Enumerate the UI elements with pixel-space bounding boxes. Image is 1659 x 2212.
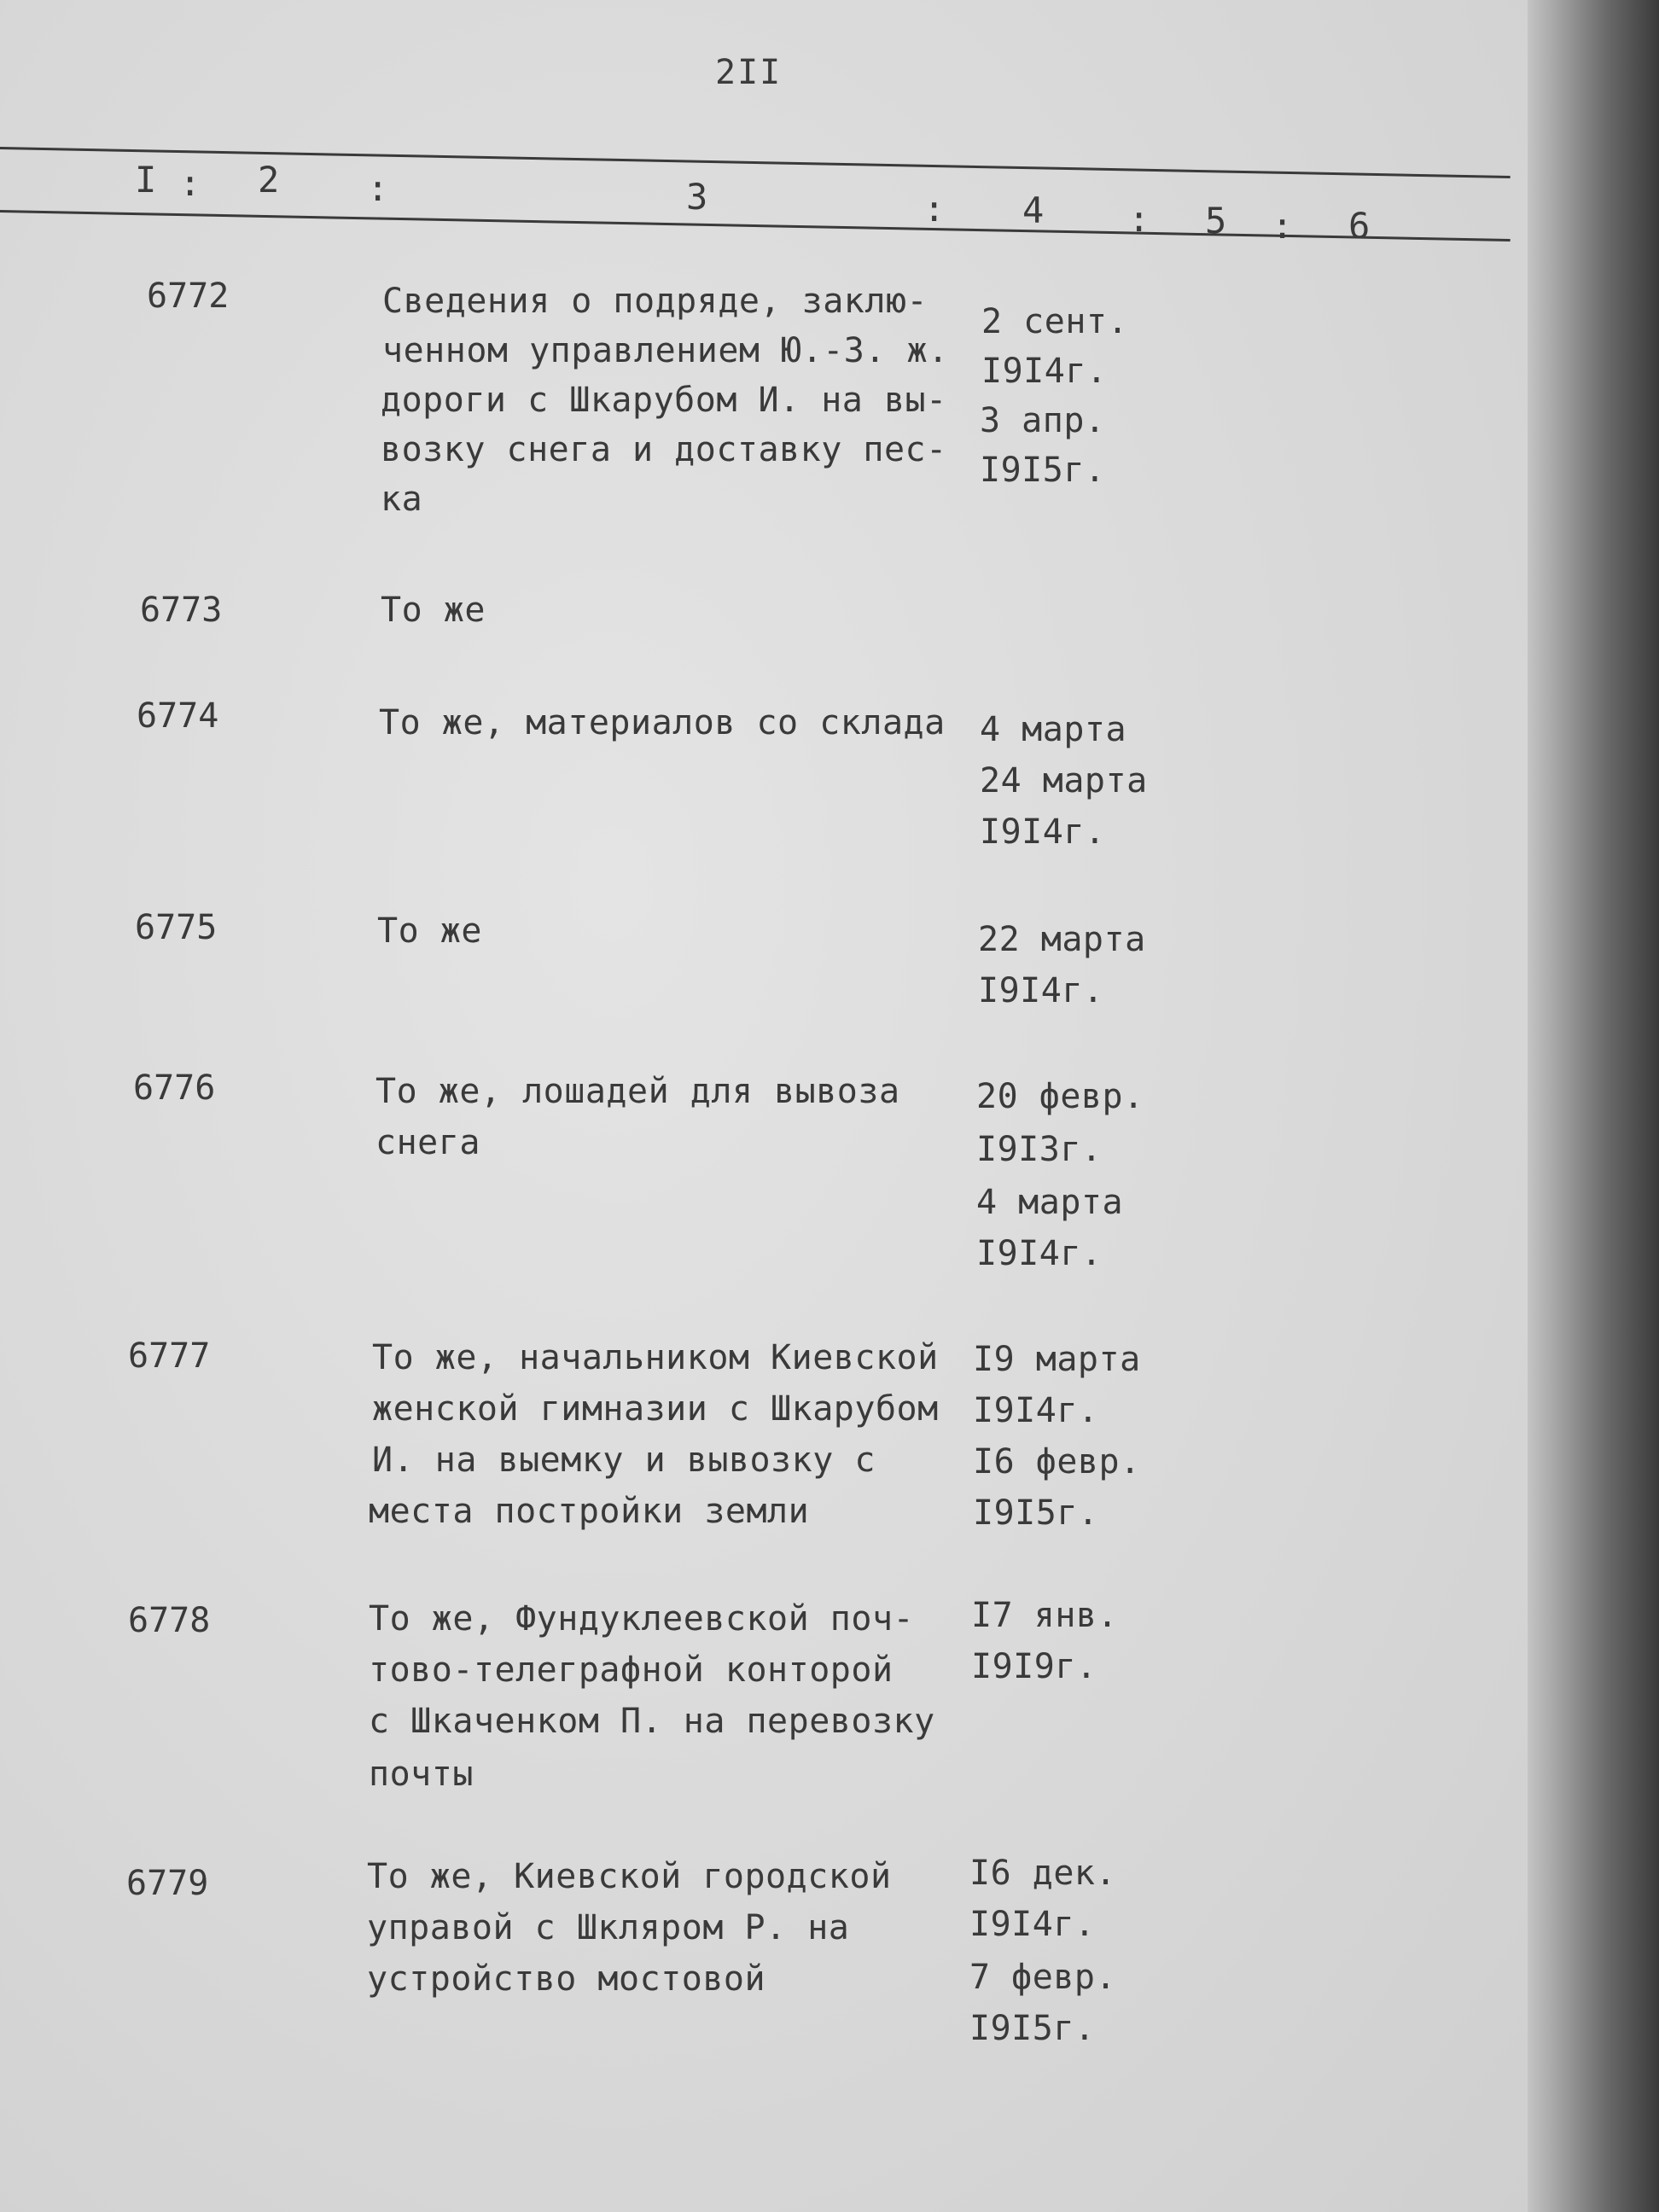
entry-description-line: тово-телеграфной конторой — [369, 1650, 894, 1690]
header-col-3: 3 — [686, 176, 708, 218]
entry-date-line: I9I4г. — [969, 1905, 1096, 1944]
header-col-2: 2 — [258, 159, 280, 201]
entry-number: 6778 — [128, 1601, 211, 1640]
entry-date-line: I9I5г. — [980, 451, 1106, 490]
entry-description-line: дороги с Шкарубом И. на вы- — [381, 381, 947, 420]
entry-description-line: ченном управлением Ю.-З. ж. — [382, 331, 949, 370]
entry-description-line: места постройки земли — [369, 1492, 810, 1531]
header-col-6: 6 — [1348, 205, 1371, 247]
entry-description-line: То же, начальником Киевской — [372, 1338, 939, 1377]
entry-description-line: возку снега и доставку пес- — [381, 430, 947, 469]
header-sep-2: : — [367, 167, 389, 209]
entry-description-line: То же, лошадей для вывоза — [375, 1072, 900, 1111]
entry-date-line: I7 янв. — [971, 1596, 1119, 1635]
entry-date-line: 24 марта — [980, 761, 1148, 800]
entry-description-line: То же — [377, 911, 482, 951]
entry-date-line: 22 марта — [978, 920, 1146, 959]
entry-description-line: Сведения о подряде, заклю- — [382, 282, 928, 321]
header-sep-1: : — [179, 162, 201, 204]
entry-date-line: I9I9г. — [971, 1647, 1097, 1686]
header-rule-top — [0, 147, 1511, 178]
entry-number: 6772 — [147, 276, 230, 316]
entry-number: 6773 — [140, 591, 223, 630]
entry-description-line: То же — [381, 591, 486, 630]
entry-description-line: снега — [375, 1123, 480, 1162]
entry-date-line: 20 февр. — [976, 1077, 1144, 1116]
entry-date-line: I9I4г. — [978, 971, 1104, 1010]
entry-description-line: И. на выемку и вывозку с — [372, 1441, 876, 1480]
entry-date-line: 4 марта — [980, 710, 1127, 749]
entry-description-line: почты — [369, 1755, 474, 1794]
entry-description-line: устройство мостовой — [367, 1959, 766, 1999]
entry-number: 6775 — [135, 908, 218, 947]
entry-date-line: 4 марта — [976, 1183, 1124, 1222]
entry-description-line: управой с Шкляром Р. на — [367, 1908, 850, 1947]
entry-description-line: То же, материалов со склада — [379, 703, 946, 742]
entry-number: 6777 — [128, 1336, 211, 1376]
entry-number: 6779 — [126, 1864, 209, 1903]
entry-number: 6776 — [133, 1068, 216, 1108]
header-col-5: 5 — [1205, 200, 1227, 242]
entry-date-line: 7 февр. — [969, 1958, 1117, 1997]
header-col-4: 4 — [1022, 189, 1045, 231]
entry-date-line: I9I4г. — [980, 812, 1106, 852]
header-sep-4: : — [1128, 198, 1150, 240]
header-sep-3: : — [923, 188, 946, 230]
header-col-1: I — [135, 159, 157, 201]
page-number: 2II — [715, 53, 783, 92]
entry-date-line: I9I5г. — [973, 1493, 1099, 1533]
entry-description-line: с Шкаченком П. на перевозку — [369, 1702, 935, 1741]
entry-date-line: I6 дек. — [969, 1854, 1117, 1893]
entry-description-line: То же, Фундуклеевской поч- — [369, 1599, 915, 1639]
entry-date-line: I9I4г. — [981, 352, 1108, 391]
entry-description-line: То же, Киевской городской — [367, 1857, 892, 1896]
entry-date-line: I9I5г. — [969, 2009, 1096, 2048]
entry-date-line: 2 сент. — [981, 302, 1129, 341]
entry-date-line: I9I4г. — [973, 1391, 1099, 1430]
entry-date-line: I9I4г. — [976, 1234, 1103, 1273]
entry-date-line: I9 марта — [973, 1340, 1141, 1379]
header-sep-5: : — [1272, 205, 1294, 247]
page-edge-shadow — [1528, 0, 1659, 2212]
entry-number: 6774 — [137, 696, 219, 736]
entry-description-line: ка — [381, 480, 423, 519]
entry-description-line: женской гимназии с Шкарубом — [372, 1389, 939, 1429]
entry-date-line: 3 апр. — [980, 401, 1106, 440]
entry-date-line: I9I3г. — [976, 1130, 1103, 1169]
entry-date-line: I6 февр. — [973, 1442, 1141, 1481]
